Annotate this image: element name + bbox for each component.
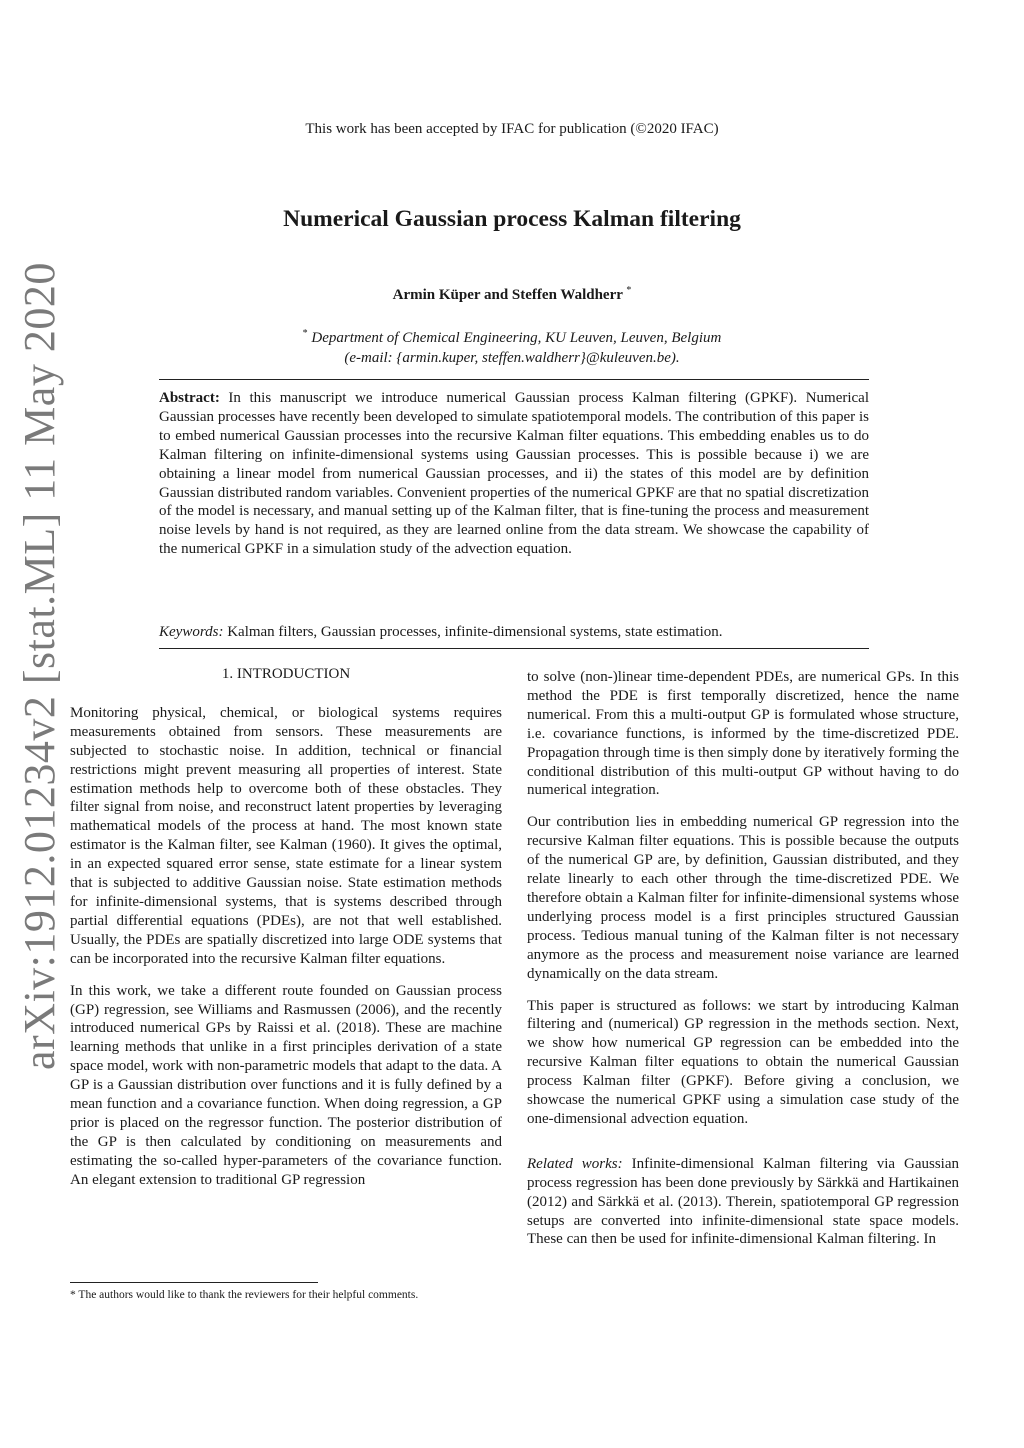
keywords: [159, 623, 869, 642]
keywords-label: Keywords:: [159, 624, 224, 640]
footnote: [70, 1288, 502, 1303]
abstract: [159, 389, 869, 559]
intro-paragraph-1: Monitoring physical, chemical, or biological systems requires measurements obtained from sensors. These measurements are subjected to stochastic noise. In addition, technical or financial restrictions might prevent measuring all properties of interest. State estimation methods help to overcome both of these obstacles. They filter signal from noise, and reconstruct latent properties by leveraging mathematical models of the process at hand. The most known state estimator is the Kalman filter, see Kalman (1960). It gives the optimal, in an expected squared error sense, state estimate for a linear system that is subjected to additive Gaussian noise. State estimation methods for infinite-dimensional systems, that is systems described through partial differential equations (PDEs), are not that well established. Usually, the PDEs are spatially discretized into large ODE systems that can be incorporated into the recursive Kalman filter equations.: [70, 704, 502, 967]
related-works-text: Infinite-dimensional Kalman filtering via Gaussian process regression has been done previously by Särkkä and Hartikainen (2012) and Särkkä et al. (2013). Therein, spatiotemporal GP regression setups are converted into infinite-dimensional state space models. These can then be used for infinite-dimensional Kalman filtering. In: [527, 1155, 959, 1248]
author-list: [0, 285, 1024, 304]
footnote-rule: [70, 1282, 318, 1283]
left-column: [70, 665, 502, 1203]
keywords-bottom-rule: [159, 648, 869, 649]
intro-paragraph-3: to solve (non-)linear time-dependent PDEs, are numerical GPs. In this method the PDE is first temporally discretized, hence the name numerical. From this a multi-output GP is formulated whose structure, i.e. covariance functions, is informed by the time-discretized PDE. Propagation through time is then simply done by iteratively forming the conditional distribution of this multi-output GP without having to do numerical integration.: [527, 669, 959, 799]
abstract-label: Abstract:: [159, 390, 220, 406]
related-works-paragraph: [527, 1155, 959, 1250]
footnote-mark: *: [70, 1289, 76, 1301]
right-column: [527, 668, 959, 1262]
publication-notice: This work has been accepted by IFAC for publication (©2020 IFAC): [305, 121, 719, 137]
affiliation-mark: *: [302, 328, 308, 339]
arxiv-identifier-stamp: arXiv:1912.01234v2 [stat.ML] 11 May 2020: [15, 262, 64, 1070]
intro-paragraph-5: This paper is structured as follows: we start by introducing Kalman filtering and (numerical) GP regression in the methods section. Next, we show how numerical GP regression can be embedded into the recursive Kalman filter equations to obtain the numerical Gaussian process Kalman filter (GPKF). Before giving a conclusion, we showcase the numerical GPKF using a simulation case study of the one-dimensional advection equation.: [527, 997, 959, 1127]
affiliation-line-1: [0, 324, 1024, 348]
abstract-top-rule: [159, 379, 869, 380]
affiliation-department: Department of Chemical Engineering, KU Leuven, Leuven, Belgium: [311, 330, 722, 346]
related-works-label: Related works:: [527, 1155, 623, 1172]
paper-title: Numerical Gaussian process Kalman filtering: [283, 206, 741, 232]
keywords-text: Kalman filters, Gaussian processes, infinite-dimensional systems, state estimation.: [227, 624, 723, 640]
author-names: Armin Küper and Steffen Waldherr: [392, 287, 623, 303]
abstract-text: In this manuscript we introduce numerical Gaussian process Kalman filtering (GPKF). Numerical Gaussian processes have recently been developed to simulate spatiotemporal models. The contribution of this paper is to embed numerical Gaussian processes into the recursive Kalman filter equations. This embedding enables us to do Kalman filtering on infinite-dimensional systems using Gaussian processes. This is possible because i) we are obtaining a linear model from numerical Gaussian processes, and ii) the states of this model are by definition Gaussian distributed random variables. Convenient properties of the numerical GPKF are that no spatial discretization of the model is necessary, and manual setting up of the Kalman filter, that is fine-tuning the process and measurement noise levels by hand is not required, as they are learned online from the data stream. We showcase the capability of the numerical GPKF in a simulation study of the advection equation.: [159, 390, 870, 558]
intro-paragraph-2: In this work, we take a different route founded on Gaussian process (GP) regression, see Williams and Rasmussen (2006), and the recently introduced numerical GPs by Raissi et al. (2018). These are machine learning methods that unlike in a first principles derivation of a state space model, work with non-parametric models that adapt to the data. A GP is a Gaussian distribution over functions and it is fully defined by a mean function and a covariance function. When doing regression, a GP prior is placed on the regressor function. The posterior distribution of the GP is then calculated by conditioning on measurements and estimating the so-called hyper-parameters of the covariance function. An elegant extension to traditional GP regression: [70, 982, 502, 1188]
intro-paragraph-4: Our contribution lies in embedding numerical GP regression into the recursive Kalman filter equations. This is possible because the outputs of the numerical GP are, by definition, Gaussian distributed, and they relate linearly to each other through the time-discretized PDE. We therefore obtain a Kalman filter for infinite-dimensional systems whose underlying process model is a first principles structured Gaussian process. Tedious manual tuning of the Kalman filter is not necessary anymore as the process and measurement noise variance are learned dynamically on the data stream.: [527, 814, 959, 982]
affiliation: [0, 324, 1024, 368]
footnote-text: The authors would like to thank the reviewers for their helpful comments.: [78, 1289, 419, 1301]
affiliation-email: (e-mail: {armin.kuper, steffen.waldherr}@kuleuven.be).: [344, 350, 680, 366]
author-affiliation-mark: *: [626, 285, 632, 296]
section-heading-introduction: 1. INTRODUCTION: [221, 666, 351, 682]
